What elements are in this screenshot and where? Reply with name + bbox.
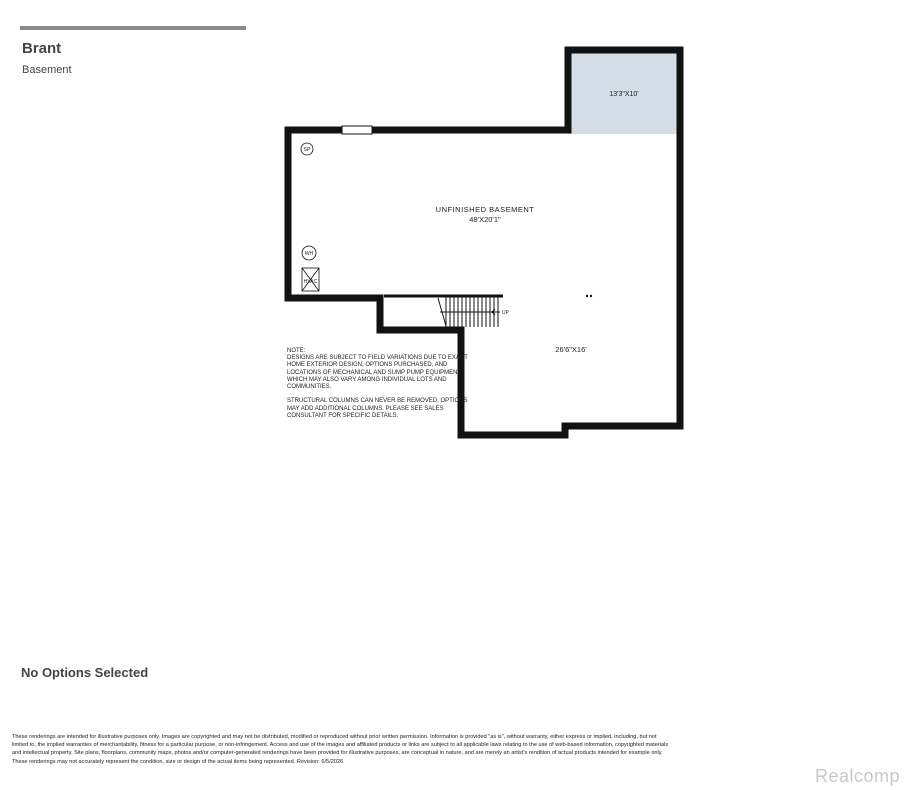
- water-heater-label: WH: [304, 251, 314, 257]
- column-marker: [586, 295, 588, 297]
- plan-title: Brant: [22, 40, 62, 57]
- main-room-name: UNFINISHED BASEMENT: [435, 205, 535, 214]
- column-marker: [590, 295, 592, 297]
- plan-note: NOTE: DESIGNS ARE SUBJECT TO FIELD VARIATIONS DUE TO EXACT HOME EXTERIOR DESIGN, OPTIONS PURCHASED, AND LOCATIONS OF MECHANICAL AND SUMP PUMP EQUIPMENT, WHICH MAY ALSO VARY AMONG INDIVIDUAL LOTS AND COMMUNITIES. STRUCTURAL COLUMNS CAN NEVER BE REMOVED. OPTIONS MAY ADD ADDITIONAL COLUMNS. PLEASE SEE SALES CONSULTANT FOR SPECIFIC DETAILS.: [287, 348, 468, 419]
- plan-subtitle: Basement: [22, 64, 72, 76]
- realcomp-watermark: Realcomp: [814, 766, 900, 786]
- sump-pump-label: SP: [303, 147, 311, 153]
- stairs: [438, 297, 498, 327]
- upper-room-dimension: 13'3"X10': [609, 91, 639, 98]
- hvac-label: HVAC: [303, 279, 318, 285]
- stairs-up-label: UP: [502, 310, 509, 316]
- main-room-dimension: 48'X20'1": [469, 215, 501, 224]
- lower-room-dimension: 26'6"X16': [555, 345, 587, 354]
- legal-disclaimer: These renderings are intended for illustrative purposes only. Images are copyrighted and may not be distributed, modified or reproduced without prior written permission. Information is provided "as is", without warranty, either express or implied, including, but not limited to, the implied warranties of merchantability, fitness for a particular purpose, or non-infringement. Access and use of the images and affiliated products or links are subject to all applicable laws relating to the use of web-based information, copyrighted materials and intellectual property. Site plans, floorplans, community maps, photos and/or computer-generated renderings have been provided for illustrative purposes, are conceptual in nature, and are merely an artist's rendition of actual products intended for example only. These renderings may not accurately represent the condition, size or design of the actual items being represented. Revision: 6/5/2026: [12, 734, 669, 765]
- options-status: No Options Selected: [21, 665, 149, 680]
- stairs-up-arrow-icon: [492, 309, 500, 315]
- window: [342, 126, 372, 134]
